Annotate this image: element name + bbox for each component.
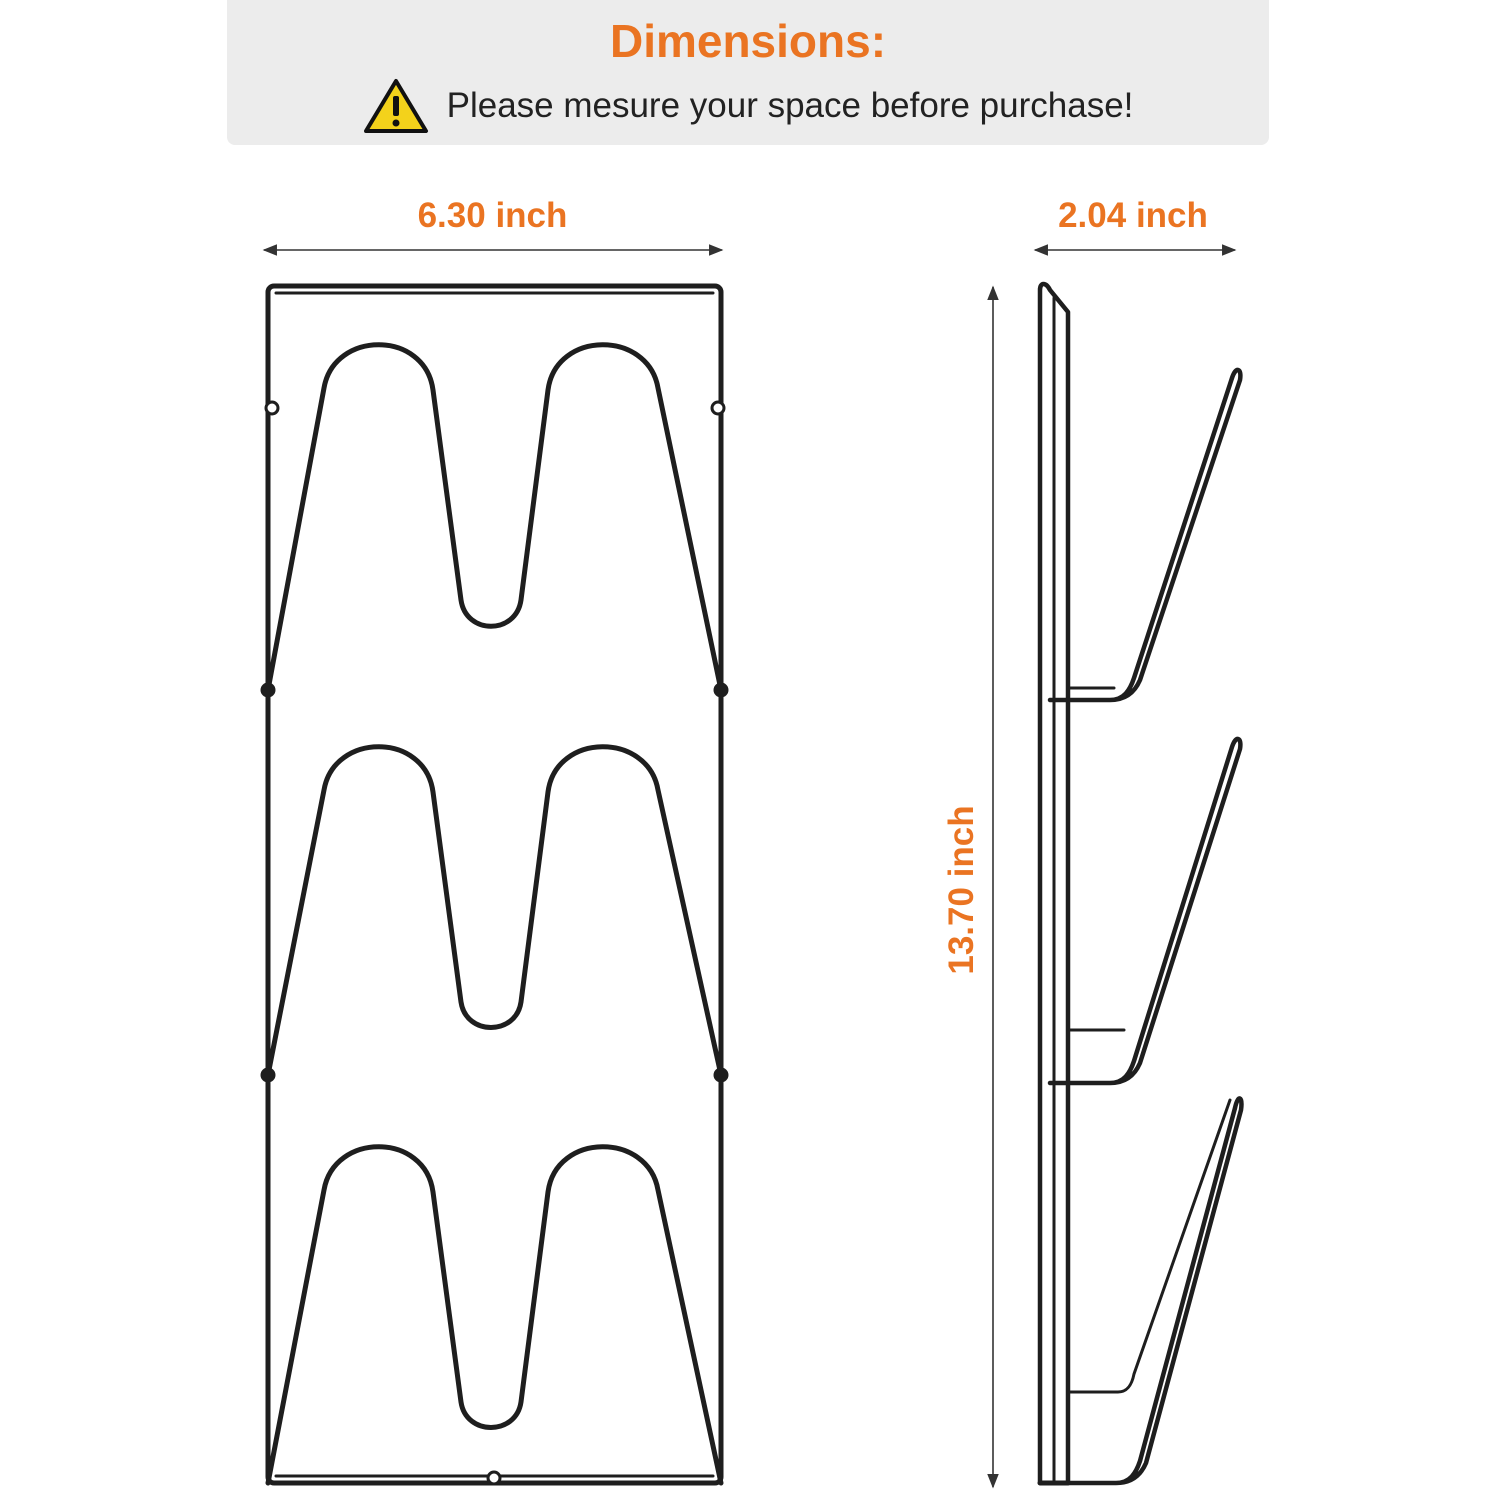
screw-hole-right <box>712 402 724 414</box>
side-arm-1 <box>1050 370 1240 700</box>
front-frame <box>268 286 721 1483</box>
banner-title: Dimensions: <box>609 15 887 67</box>
depth-label: 2.04 inch <box>1058 196 1208 235</box>
width-label: 6.30 inch <box>417 196 568 235</box>
front-joint <box>263 1070 273 1080</box>
front-hanger-1 <box>268 345 721 690</box>
front-view <box>263 286 726 1484</box>
front-joint <box>263 685 273 695</box>
height-label: 13.70 inch <box>942 805 981 975</box>
screw-hole-bottom <box>488 1472 500 1484</box>
side-arm-3 <box>1050 1098 1241 1483</box>
front-hanger-3 <box>268 1147 721 1483</box>
side-view <box>1040 284 1241 1483</box>
purchase-note: Please mesure your space before purchase! <box>446 86 1134 125</box>
front-hanger-2 <box>268 747 721 1075</box>
front-joint <box>716 685 726 695</box>
screw-hole-left <box>266 402 278 414</box>
front-joint <box>716 1070 726 1080</box>
